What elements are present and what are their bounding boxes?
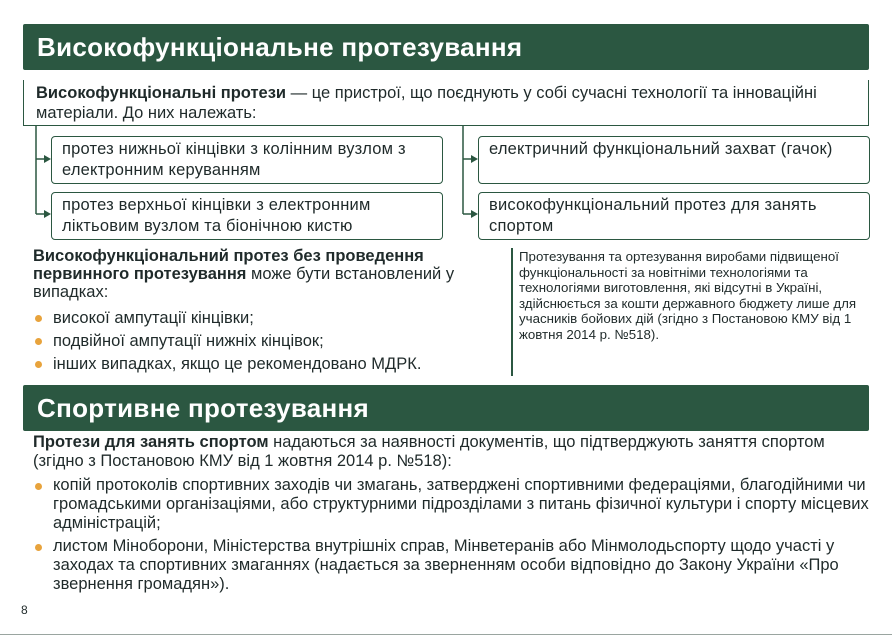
page-number: 8: [21, 603, 28, 617]
bullet-dot-icon: [35, 544, 42, 551]
arrow-head-icon: [44, 155, 51, 163]
section-title-sport: Спортивне протезування: [23, 385, 869, 431]
bullet-dot-icon: [35, 483, 42, 490]
conditions-lead: Високофункціональний протез без проведення первинного протезування: [33, 247, 424, 283]
conditions-rest: може бути встановлений у випадках:: [33, 265, 455, 301]
funding-note: Протезування та ортезування виробами підвищеної функціональності за новітніми технологіями та технологіями виготовлення, які відсутні в Україні, здійснюється за кошти державного бюджету лише для учасників бойових дій (згідно з Постановою КМУ від 1 жовтня 2014 р. №518).: [519, 249, 857, 342]
arrow-head-icon: [44, 210, 51, 218]
arrow-head-icon: [471, 210, 478, 218]
list-item: інших випадках, якщо це рекомендовано МДРК.: [33, 353, 508, 376]
sport-intro: [33, 433, 873, 471]
section-title-high-functional: Високофункціональне протезування: [23, 24, 869, 70]
list-item: подвійної ампутації нижніх кінцівок;: [33, 330, 508, 353]
bottom-rule: [0, 634, 892, 635]
prosthesis-type-box: високофункціональний протез для занять спортом: [478, 192, 870, 240]
definition-term: Високофункціональні протези: [36, 84, 287, 102]
sport-documents-list: [33, 476, 873, 598]
bullet-dot-icon: [35, 361, 42, 368]
note-divider: [511, 248, 513, 376]
prosthesis-type-box: протез нижньої кінцівки з колінним вузлом з електронним керуванням: [51, 136, 443, 184]
bullet-dot-icon: [35, 338, 42, 345]
bullet-dot-icon: [35, 315, 42, 322]
prosthesis-type-box: електричний функціональний захват (гачок): [478, 136, 870, 184]
sport-intro-lead: Протези для занять спортом: [33, 433, 269, 451]
conditions-intro: [33, 247, 503, 301]
list-item: високої ампутації кінцівки;: [33, 307, 508, 330]
arrow-head-icon: [471, 155, 478, 163]
definition-text: — це пристрої, що поєднують у собі сучасні технології та інноваційні матеріали. До них належать:: [36, 84, 817, 122]
conditions-list: [33, 307, 508, 376]
prosthesis-type-box: протез верхньої кінцівки з електронним ліктьовим вузлом та біонічною кистю: [51, 192, 443, 240]
list-item: копій протоколів спортивних заходів чи змагань, затверджені спортивними федераціями, благодійними чи громадськими організаціями, або структурними підрозділами з питань фізичної культури і спорту місцевих адміністрацій;: [33, 476, 873, 533]
list-item: листом Міноборони, Міністерства внутрішніх справ, Мінветеранів або Мінмолодьспорту щодо участі у заходах та спортивних змаганнях (надається за зверненням особи відповідно до Закону України «Про звернення громадян»).: [33, 537, 873, 594]
sport-intro-rest: надаються за наявності документів, що підтверджують заняття спортом (згідно з Постановою КМУ від 1 жовтня 2014 р. №518):: [33, 433, 825, 470]
